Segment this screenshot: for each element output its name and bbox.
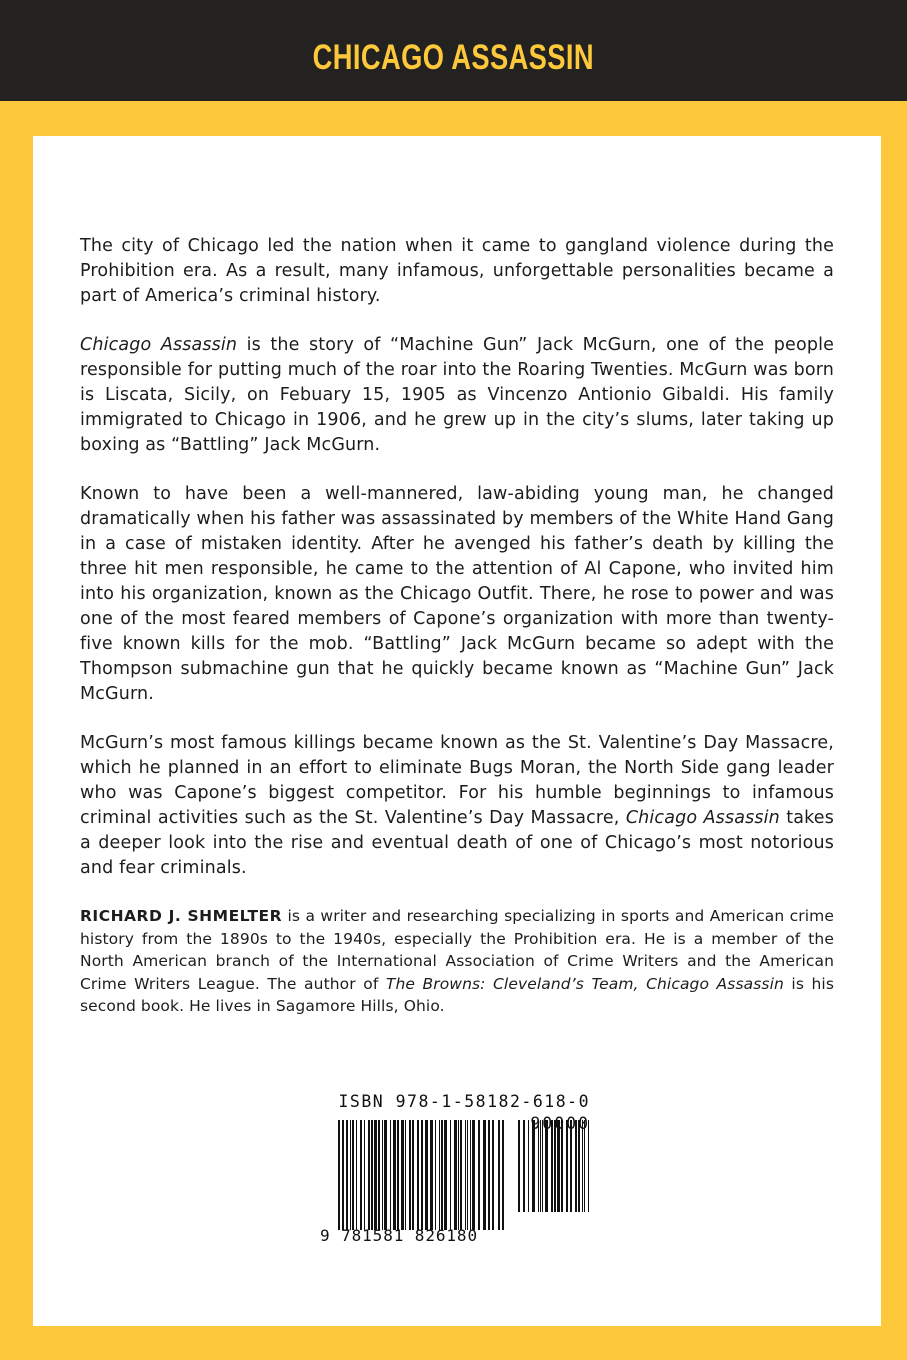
blurb-paragraph-4-text-b: takes a deeper look into the rise and eventual death of one of Chicago’s most notorious and fear criminals. bbox=[80, 808, 834, 878]
blurb-paragraph-4 bbox=[80, 731, 834, 881]
isbn-barcode bbox=[320, 1092, 590, 1250]
cover-header bbox=[0, 0, 907, 101]
book-title-italic: Chicago Assassin bbox=[80, 335, 238, 355]
blurb-paragraph-1: The city of Chicago led the nation when it came to gangland violence during the Prohibition era. As a result, many infamous, unforgettable personalities became a part of America’s criminal history. bbox=[80, 236, 834, 306]
blurb-paragraph-3: Known to have been a well-mannered, law-abiding young man, he changed dramatically when his father was assassinated by members of the White Hand Gang in a case of mistaken identity. After he avenged his father’s death by killing the three hit men responsible, he came to the attention of Al Capone, who invited him into his organization, known as the Chicago Outfit. There, he rose to power and was one of the most feared members of Capone’s organization with more than twenty-five known kills for the mob. “Battling” Jack McGurn became so adept with the Thompson submachine gun that he quickly became known as “Machine Gun” Jack McGurn. bbox=[80, 484, 834, 704]
book-title: CHICAGO ASSASSIN bbox=[312, 37, 595, 77]
blurb-paragraph-2 bbox=[80, 333, 834, 458]
back-cover-panel bbox=[33, 136, 881, 1326]
isbn-number: ISBN 978-1-58182-618-0 bbox=[338, 1092, 590, 1111]
price-code: 90000 bbox=[530, 1114, 590, 1133]
previous-book-title: The Browns: Cleveland’s Team, Chicago Assassin bbox=[385, 974, 784, 993]
author-bio-text-b: is his second book. He lives in Sagamore Hills, Ohio. bbox=[80, 974, 834, 1015]
blurb-text bbox=[80, 234, 834, 1018]
author-bio-text-a: is a writer and researching specializing in sports and American crime history from the 1890s to the 1940s, especially the Prohibition era. He is a member of the North American branch of the International Association of Crime Writers and the American Crime Writers League. The author of bbox=[80, 907, 834, 993]
book-title-italic: Chicago Assassin bbox=[625, 808, 780, 828]
ean-digits: 9 781581 826180 bbox=[320, 1226, 478, 1245]
blurb-paragraph-2-text: is the story of “Machine Gun” Jack McGurn, one of the people responsible for putting much of the roar into the Roaring Twenties. McGurn was born is Liscata, Sicily, on Febuary 15, 1905 as Vincenzo Antionio Gibaldi. His family immigrated to Chicago in 1906, and he grew up in the city’s slums, later taking up boxing as “Battling” Jack McGurn. bbox=[80, 335, 835, 455]
author-bio bbox=[80, 905, 834, 1018]
author-name: RICHARD J. SHMELTER bbox=[80, 907, 283, 925]
blurb-paragraph-4-text-a: McGurn’s most famous killings became known as the St. Valentine’s Day Massacre, which he planned in an effort to eliminate Bugs Moran, the North Side gang leader who was Capone’s biggest competitor. For his humble beginnings to infamous criminal activities such as the St. Valentine’s Day Massacre, bbox=[80, 733, 834, 828]
